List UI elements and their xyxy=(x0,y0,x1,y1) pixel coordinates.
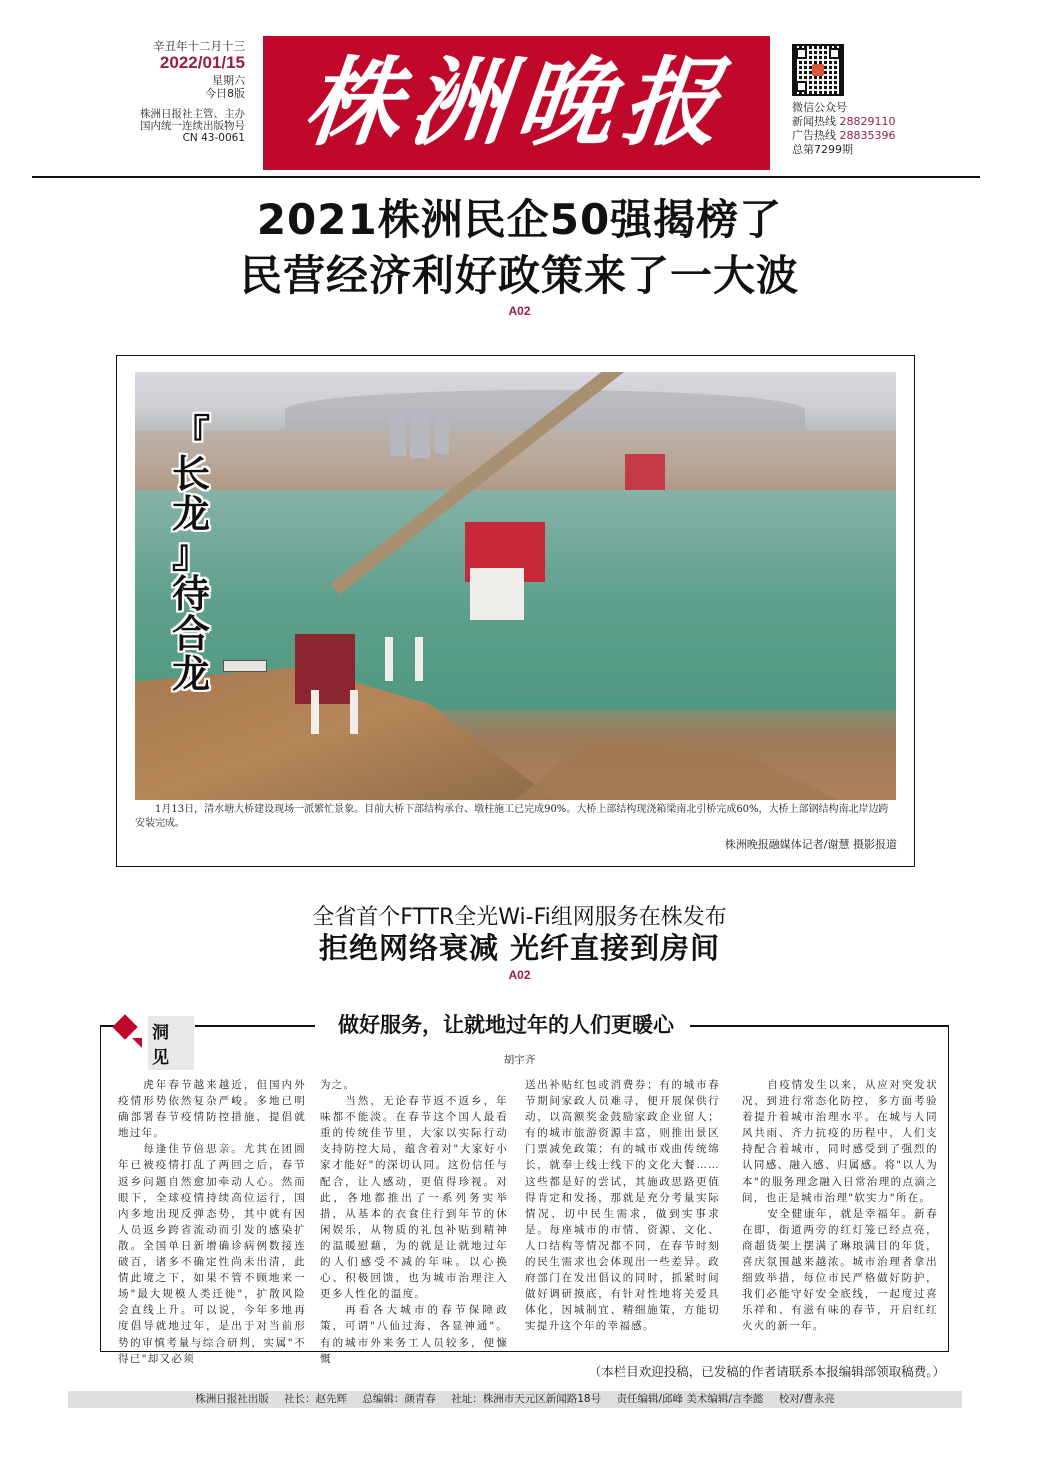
issue-number: 总第7299期 xyxy=(792,143,853,156)
news-hotline-number: 28829110 xyxy=(839,115,896,128)
paragraph: 为之。 xyxy=(320,1079,356,1091)
ad-hotline-number: 28835396 xyxy=(839,129,896,142)
opinion-title[interactable]: 做好服务，让就地过年的人们更暖心 xyxy=(338,1013,674,1037)
footer-editors: 责任编辑/邱峰 美术编辑/言李懿 xyxy=(616,1393,764,1405)
photo-credit: 株洲晚报融媒体记者/谢慧 摄影报道 xyxy=(724,838,897,851)
column-tag-label: 洞见 xyxy=(148,1016,194,1070)
qr-code-icon[interactable] xyxy=(792,44,844,96)
paragraph: 送出补贴红包或消费券；有的城市春节期间家政人员难寻，便开展保供行动，以高额奖金鼓励家政企业留人；有的城市旅游资源丰富，则推出景区门票减免政策；有的城市戏曲传统绵长，就奉上线上线下的文化大餐……这些都是好的尝试，其施政思路更值得肯定和发扬，那就是充分考量实际情况、切中民生需求，做到实事求是。每座城市的市情、资源、文化、人口结构等情况都不同，在春节时刻的民生需求也会体现出一些差异。政府部门在发出倡议的同时，抓紧时间做好调研摸底，有针对性地将关爱具体化，因城制宜、精细施策，方能切实提升这个年的幸福感。 xyxy=(525,1079,720,1333)
issue-date: 2022/01/15 xyxy=(159,53,245,72)
footer-publisher: 株洲日报社出版 xyxy=(195,1393,269,1405)
qr-logo-icon xyxy=(812,64,824,76)
footer-proofreader: 校对/曹永亮 xyxy=(778,1393,835,1405)
opinion-author: 胡宇齐 xyxy=(503,1054,536,1066)
masthead-divider xyxy=(32,176,980,178)
opinion-rule xyxy=(195,1025,315,1027)
footer-editor-in-chief: 总编辑：颜青春 xyxy=(362,1393,436,1405)
column-tag xyxy=(112,1012,194,1068)
second-page-ref[interactable]: A02 xyxy=(508,968,531,982)
newspaper-logo: 株洲晚报 xyxy=(298,46,735,159)
paragraph: 自疫情发生以来，从应对突发状况，到进行常态化防控，多方面考验着提升着城市治理水平。在城与人同风共雨、齐力抗疫的历程中，人们支持配合着城市，同时感受到了强烈的认同感、融入感、归属感。将"以人为本"的服务理念融入日常治理的点滴之间，也正是城市治理"软实力"所在。 xyxy=(742,1079,938,1204)
footer-bar xyxy=(68,1391,962,1408)
lead-headline-line1[interactable]: 2021株洲民企50强揭榜了 xyxy=(256,195,783,244)
diamond-icon xyxy=(112,1014,137,1039)
opinion-column-1 xyxy=(118,1077,306,1367)
second-story-kicker[interactable]: 全省首个FTTR全光Wi-Fi组网服务在株发布 xyxy=(312,905,727,930)
opinion-rule xyxy=(690,1025,949,1027)
lead-headline-line2[interactable]: 民营经济利好政策来了一大波 xyxy=(239,251,799,300)
publisher-line: 株洲日报社主管、主办 xyxy=(140,108,245,120)
paragraph: 当然，无论春节返不返乡，年味都不能淡。在春节这个国人最看重的传统佳节里，大家以实际行动支持防控大局，蕴含着对"大家好小家才能好"的深切认同。这份信任与配合，让人感动，更值得珍视。对此，各地都推出了一系列务实举措，从基本的衣食住行到年节的休闲娱乐，从物质的礼包补贴到精神的温暖慰藉，为的就是让就地过年的人们感受不减的年味。以心换心、积极回馈，也为城市治理注入更多人性化的温度。 xyxy=(320,1095,508,1301)
bridge-construction-photo[interactable] xyxy=(135,372,896,800)
submission-note: （本栏目欢迎投稿，已发稿的作者请联系本报编辑部领取稿费。） xyxy=(588,1364,945,1379)
footer-address: 社址：株洲市天元区新闻路18号 xyxy=(451,1393,602,1405)
wechat-label: 微信公众号 xyxy=(792,101,847,114)
lunar-date: 辛丑年十二月十三 xyxy=(153,39,245,53)
news-hotline-label: 新闻热线 xyxy=(792,115,836,128)
ad-hotline xyxy=(792,129,992,143)
second-story-headline[interactable]: 拒绝网络衰减 光纤直接到房间 xyxy=(318,931,721,965)
news-hotline xyxy=(792,115,992,129)
pages-today: 今日8版 xyxy=(205,87,245,100)
publisher-line: 国内统一连续出版物号 xyxy=(140,120,245,132)
paragraph: 再看各大城市的春节保障政策，可谓"八仙过海、各显神通"。有的城市外来务工人员较多，便慷慨 xyxy=(320,1304,508,1365)
masthead-left-info xyxy=(120,40,245,144)
lead-page-ref[interactable]: A02 xyxy=(508,304,531,318)
footer-president: 社长：赵先辉 xyxy=(284,1393,348,1405)
weekday: 星期六 xyxy=(212,74,245,87)
paragraph: 每逢佳节倍思亲。尤其在团圆年已被疫情打乱了两回之后，春节返乡问题自然愈加牵动人心。然而眼下，全球疫情持续高位运行，国内多地出现反弹态势，其中就有因人员返乡跨省流动而引发的感染扩散。全国单日新增确诊病例数接连破百，诸多不确定性尚未出清，此情此境之下，如果不管不顾地来一场"最大规模人类迁徙"，扩散风险会直线上升。可以说，今年多地再度倡导就地过年，是出于对当前形势的审慎考量与综合研判，实属"不得已"却又必须 xyxy=(118,1143,306,1365)
cn-number: CN 43-0061 xyxy=(182,132,245,144)
opinion-column-2 xyxy=(320,1077,508,1367)
opinion-column-3 xyxy=(525,1077,720,1335)
triangle-icon xyxy=(132,1038,142,1048)
masthead-right-info xyxy=(792,44,992,157)
paragraph: 安全健康年，就是幸福年。新春在即，街道两旁的红灯笼已经点亮，商超货架上摆满了琳琅满目的年货，喜庆氛围越来越浓。城市治理者拿出细致举措，每位市民严格做好防护，我们必能守好安全底线，一起度过喜乐祥和、有滋有味的春节，开启红红火火的新一年。 xyxy=(742,1207,938,1333)
masthead-logo-banner xyxy=(263,36,770,170)
photo-vertical-title: 『 长 龙 』 待 合 龙 xyxy=(171,412,210,696)
photo-caption: 1月13日，清水塘大桥建设现场一派繁忙景象。目前大桥下部结构承台、墩柱施工已完成90%。大桥上部结构现浇箱梁南北引桥完成60%，大桥上部钢结构南北岸边跨安装完成。 xyxy=(135,804,889,829)
ad-hotline-label: 广告热线 xyxy=(792,129,836,142)
paragraph: 虎年春节越来越近，但国内外疫情形势依然复杂严峻。多地已明确部署春节疫情防控措施，提倡就地过年。 xyxy=(118,1079,306,1140)
opinion-column-4 xyxy=(742,1077,938,1335)
